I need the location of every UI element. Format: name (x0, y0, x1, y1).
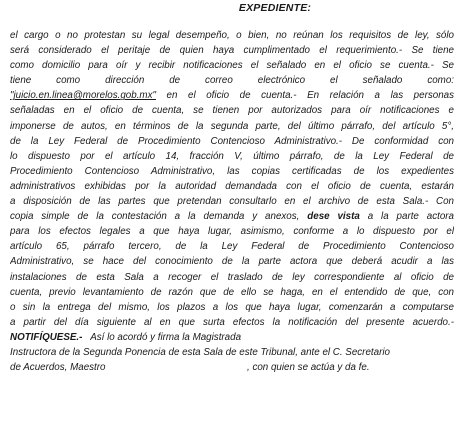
line-text: administrativos exhibidas por la autoridad demandada con el oficio de cuenta, estarán (10, 180, 454, 192)
text-line (10, 119, 454, 134)
text-line (10, 43, 454, 58)
text-line (10, 360, 454, 375)
line-text: o sin la entrega del mismo, los plazos a los que haya lugar, comenzarán a computarse (10, 301, 454, 313)
text-line (10, 58, 454, 73)
line-text: copia simple de la contestación a la demanda y anexos, (10, 211, 308, 223)
line-text: tiene como dirección de correo electrónico el señalado como: (10, 75, 454, 87)
text-line (10, 194, 454, 209)
line-text: Instructora de la Segunda Ponencia de esta Sala de este Tribunal, ante el C. Secretario (10, 346, 390, 358)
line-text: de la Ley Federal de Procedimiento Contencioso Administrativo.- De conformidad con (10, 135, 454, 147)
line-text: de Acuerdos, Maestro , con quien se actúa y da fe. (10, 362, 370, 374)
text-line (10, 73, 454, 88)
line-text: artículo 65, párrafo tercero, de la Ley Federal de Procedimiento Contencioso (10, 241, 454, 253)
text-line (10, 345, 454, 360)
text-line (10, 179, 454, 194)
line-text: Así lo acordó y firma la Magistrada (82, 331, 242, 343)
text-line (10, 164, 454, 179)
text-line (10, 300, 454, 315)
line-text: Procedimiento Contencioso Administrativo, las copias certificadas de los expedientes (10, 165, 454, 177)
line-text: imponerse de autos, en términos de la segunda parte, del último párrafo, del artículo 5°, (10, 120, 454, 132)
line-text: el cargo o no protestan su legal desempeño, o bien, no reúnan los requisitos de ley, sólo (10, 30, 454, 41)
text-line (10, 270, 454, 285)
text-line (10, 209, 454, 224)
line-text: en el oficio de cuenta.- En relación a las personas (155, 90, 454, 102)
text-line (10, 254, 454, 269)
text-line (10, 285, 454, 300)
text-line (10, 315, 454, 330)
line-text: para los efectos legales a que haya lugar, asimismo, conforme a lo dispuesto por el (10, 226, 454, 238)
text-line (10, 134, 454, 149)
line-text: lo dispuesto por el artículo 14, fracción V, último párrafo, de la Ley Federal de (10, 150, 454, 162)
text-line (10, 28, 454, 43)
email-link: "juicio.en.linea@morelos.gob.mx" (10, 90, 156, 102)
expediente-label: EXPEDIENTE: (238, 2, 312, 14)
text-line (10, 103, 454, 118)
line-text: a disposición de las partes que pretendan consultarlo en el archivo de esta Sala.- Con (10, 196, 454, 208)
line-text: a partir del día siguiente al en que surta efectos la notificación del presente acuerdo.- (10, 316, 454, 328)
emphasis-text: dese vista (307, 211, 360, 223)
document-body (10, 28, 454, 375)
text-line (10, 149, 454, 164)
line-text: a la parte actora (359, 211, 454, 223)
line-text: instalaciones de esta Sala a recoger el traslado de ley correspondiente al oficio de (10, 271, 454, 283)
text-line (10, 330, 454, 345)
line-text: cuenta, previo levantamiento de razón que de ello se haga, en el entendido de que, con (10, 286, 454, 298)
text-line (10, 239, 454, 254)
text-line (10, 224, 454, 239)
line-text: Administrativo, se hace del conocimiento de la parte actora que deberá acudir a las (10, 256, 454, 268)
line-text: como domicilio para oír y recibir notificaciones el señalado en el oficio se cuenta.- Se (10, 60, 454, 72)
line-text: será considerado el peritaje de quien haya cumplimentado el requerimiento.- Se tiene (10, 45, 454, 57)
text-line (10, 88, 454, 103)
page-heading (0, 2, 464, 14)
emphasis-text: NOTIFÍQUESE.- (10, 331, 83, 343)
line-text: señaladas en el oficio de cuenta, se tienen por autorizados para oír notificaciones e (10, 105, 454, 117)
